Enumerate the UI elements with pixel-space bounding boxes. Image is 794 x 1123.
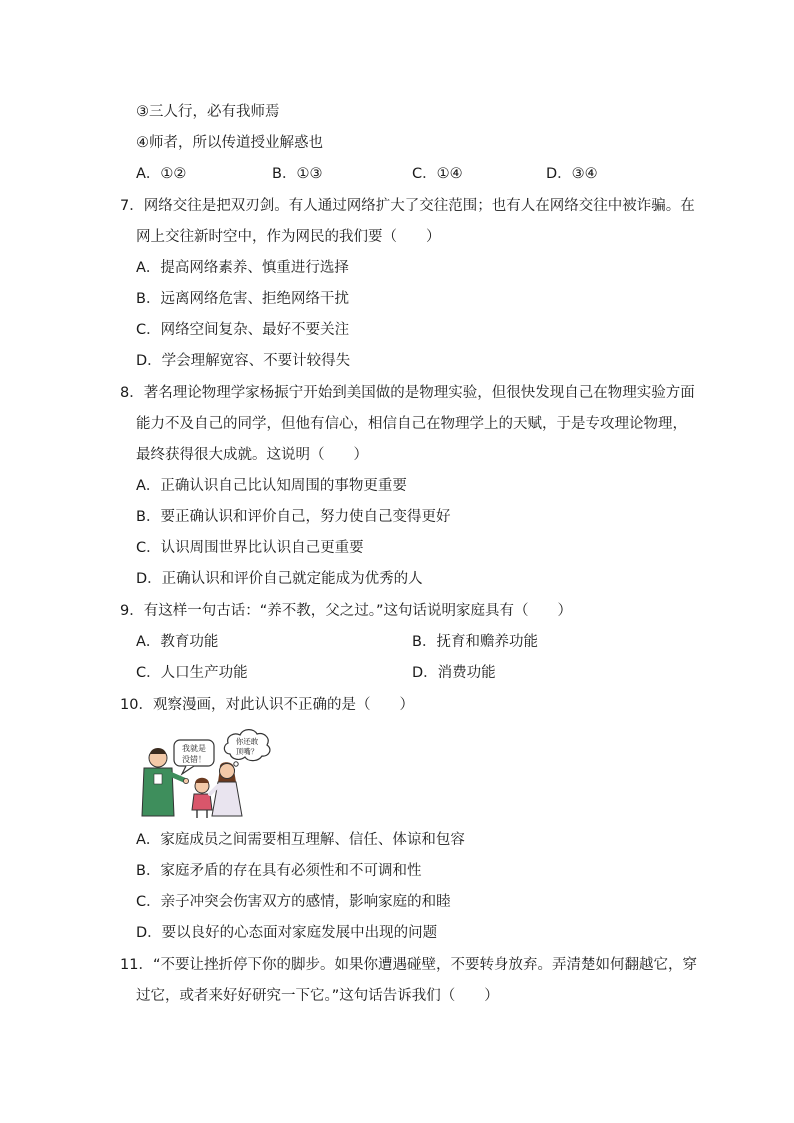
bubble-left-text-1: 我就是 <box>182 744 206 753</box>
q7-stem-line1: 7．网络交往是把双刃剑。有人通过网络扩大了交往范围；也有人在网络交往中被诈骗。在 <box>120 198 695 214</box>
q10-option-d: D．要以良好的心态面对家庭发展中出现的问题 <box>136 925 438 941</box>
q6-options <box>136 164 696 184</box>
q7-option-a: A．提高网络素养、慎重进行选择 <box>136 260 349 276</box>
q7-option-d: D．学会理解宽容、不要计较得失 <box>136 353 351 369</box>
q7-option-b: B．远离网络危害、拒绝网络干扰 <box>136 291 349 307</box>
q7-option-c: C．网络空间复杂、最好不要关注 <box>136 322 350 338</box>
q8-option-b: B．要正确认识和评价自己，努力使自己变得更好 <box>136 509 451 525</box>
q6-option-d: D．③④ <box>546 166 598 182</box>
q8-option-a: A．正确认识自己比认知周围的事物更重要 <box>136 478 407 494</box>
q8-option-c: C．认识周围世界比认识自己更重要 <box>136 540 364 556</box>
item-4: ④师者，所以传道授业解惑也 <box>136 135 323 151</box>
q7-stem-line2: 网上交往新时空中，作为网民的我们要（ ） <box>136 229 441 245</box>
q9-stem-line1: 9．有这样一句古话：“养不教，父之过。”这句话说明家庭具有（ ） <box>120 603 572 619</box>
q11-stem-line1: 11．“不要让挫折停下你的脚步。如果你遭遇碰壁，不要转身放弃。弄清楚如何翻越它，穿 <box>120 957 697 973</box>
q9-options-row1 <box>136 632 696 652</box>
item-3: ③三人行，必有我师焉 <box>136 104 280 120</box>
q8-stem-line2: 能力不及自己的同学，但他有信心，相信自己在物理学上的天赋，于是专攻理论物理， <box>136 416 687 432</box>
father-speech-bubble <box>174 740 214 774</box>
q9-options-row2 <box>136 663 696 683</box>
q6-option-c: C．①④ <box>412 166 463 182</box>
child-figure <box>192 778 212 818</box>
q10-option-a: A．家庭成员之间需要相互理解、信任、体谅和包容 <box>136 832 465 848</box>
q9-option-d: D．消费功能 <box>412 665 496 681</box>
q11-stem-line2: 过它，或者来好好研究一下它。”这句话告诉我们（ ） <box>136 988 499 1004</box>
q9-option-b: B．抚育和赡养功能 <box>412 634 538 650</box>
q10-option-b: B．家庭矛盾的存在具有必须性和不可调和性 <box>136 863 422 879</box>
q10-option-c: C．亲子冲突会伤害双方的感情，影响家庭的和睦 <box>136 894 451 910</box>
q9-option-c: C．人口生产功能 <box>136 665 248 681</box>
q6-option-a: A．①② <box>136 166 187 182</box>
q9-option-a: A．教育功能 <box>136 634 219 650</box>
q8-stem-line3: 最终获得很大成就。这说明（ ） <box>136 447 368 463</box>
family-conflict-cartoon <box>136 724 282 820</box>
q8-option-d: D．正确认识和评价自己就定能成为优秀的人 <box>136 571 423 587</box>
bubble-left-text-2: 没错！ <box>182 755 206 764</box>
q8-stem-line1: 8．著名理论物理学家杨振宁开始到美国做的是物理实验，但很快发现自己在物理实验方面 <box>120 385 695 401</box>
q10-stem-line1: 10．观察漫画，对此认识不正确的是（ ） <box>120 697 414 713</box>
mother-figure <box>210 762 242 816</box>
bubble-right-text-2: 顶嘴？ <box>235 747 259 756</box>
q6-option-b: B．①③ <box>272 166 323 182</box>
bubble-right-text-1: 你还敢 <box>235 737 259 746</box>
